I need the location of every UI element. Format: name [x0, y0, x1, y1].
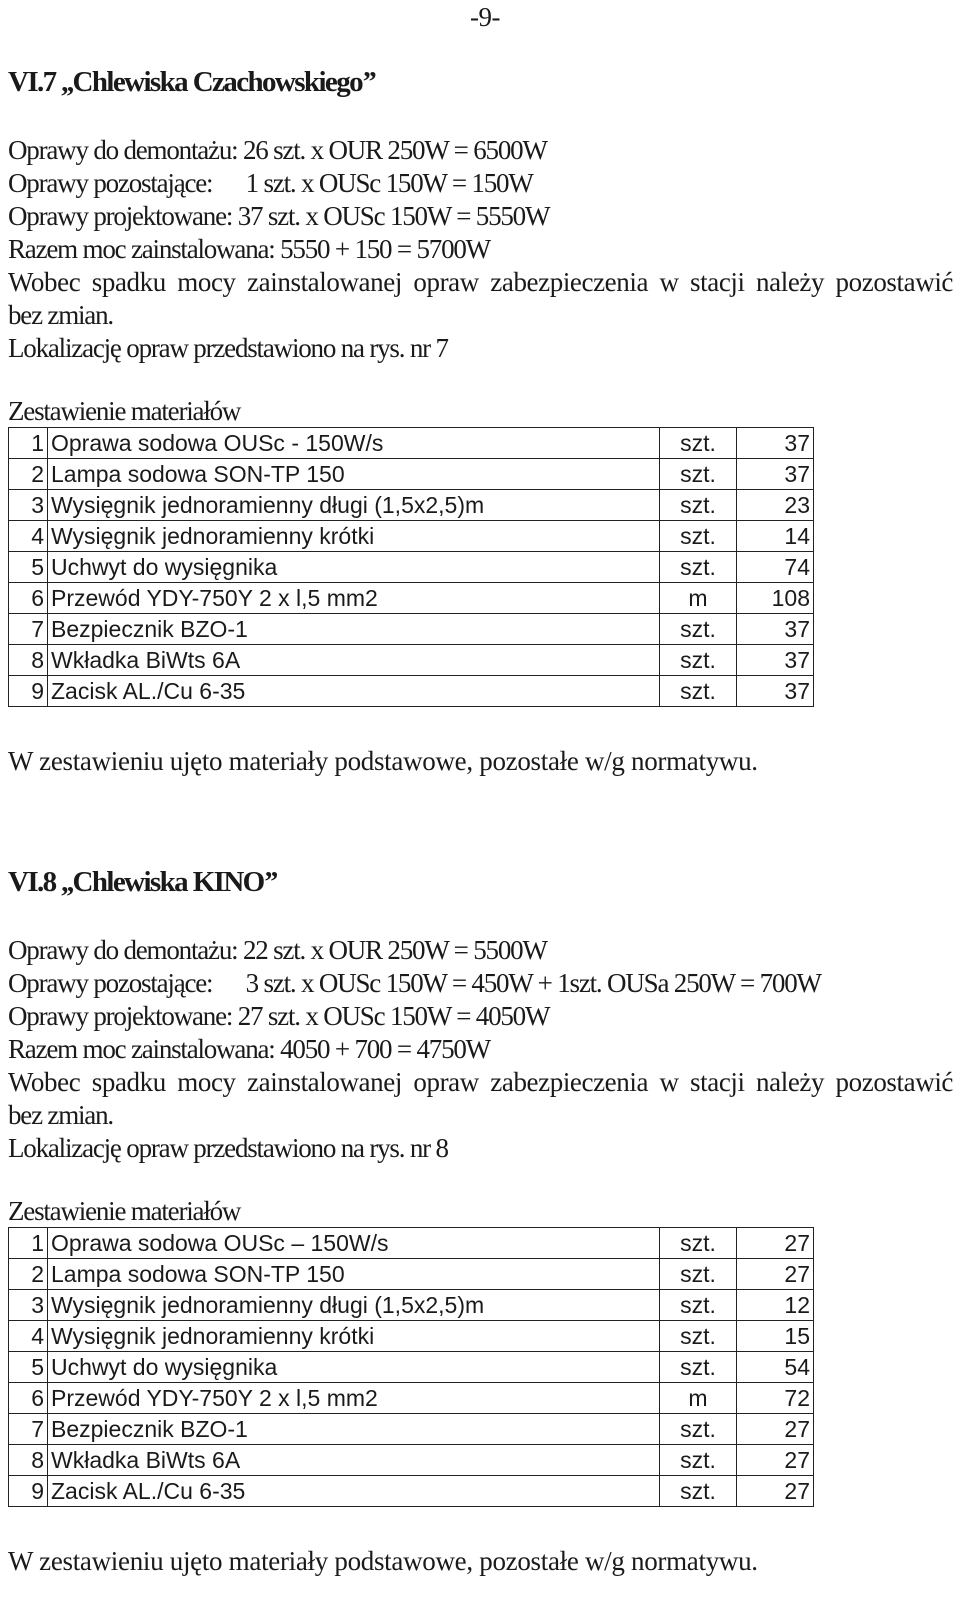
material-unit: szt. [660, 1414, 737, 1445]
material-name: Uchwyt do wysięgnika [48, 552, 660, 583]
row-number: 7 [9, 1414, 48, 1445]
text-line-no-change: bez zmian. [8, 1100, 113, 1130]
material-unit: szt. [660, 1352, 737, 1383]
material-unit: szt. [660, 1445, 737, 1476]
material-name: Wysięgnik jednoramienny krótki [48, 521, 660, 552]
text-line-total-power: Razem moc zainstalowana: 4050 + 700 = 4750W [8, 1034, 490, 1064]
table-row [9, 1228, 814, 1259]
material-name: Wysięgnik jednoramienny długi (1,5x2,5)m [48, 1290, 660, 1321]
text-line-designed: Oprawy projektowane: 37 szt. x OUSc 150W = 5550W [8, 201, 550, 231]
table-row [9, 1290, 814, 1321]
material-name: Wkładka BiWts 6A [48, 1445, 660, 1476]
table-row [9, 1445, 814, 1476]
materials-table [8, 427, 814, 707]
text-line-no-change: bez zmian. [8, 300, 113, 330]
row-number: 2 [9, 459, 48, 490]
page-number: -9- [470, 2, 500, 32]
materials-note: W zestawieniu ujęto materiały podstawowe, pozostałe w/g normatywu. [8, 746, 758, 776]
row-number: 1 [9, 1228, 48, 1259]
material-name: Lampa sodowa SON-TP 150 [48, 1259, 660, 1290]
material-qty: 27 [737, 1259, 814, 1290]
materials-table-title: Zestawienie materiałów [8, 396, 241, 426]
material-name: Wkładka BiWts 6A [48, 645, 660, 676]
material-qty: 14 [737, 521, 814, 552]
material-unit: szt. [660, 490, 737, 521]
material-qty: 27 [737, 1228, 814, 1259]
table-row [9, 490, 814, 521]
section-heading: VI.7 ,,Chlewiska Czachowskiego’’ [8, 66, 376, 98]
table-row [9, 1259, 814, 1290]
table-row [9, 459, 814, 490]
table-row [9, 1414, 814, 1445]
text-line-total-power: Razem moc zainstalowana: 5550 + 150 = 5700W [8, 234, 490, 264]
row-number: 8 [9, 1445, 48, 1476]
table-row [9, 428, 814, 459]
text-line-location: Lokalizację opraw przedstawiono na rys. nr 7 [8, 333, 448, 363]
table-row [9, 1476, 814, 1507]
row-number: 3 [9, 1290, 48, 1321]
material-unit: szt. [660, 1290, 737, 1321]
material-name: Bezpiecznik BZO-1 [48, 614, 660, 645]
material-unit: szt. [660, 645, 737, 676]
material-unit: szt. [660, 1321, 737, 1352]
material-unit: szt. [660, 552, 737, 583]
material-unit: szt. [660, 1228, 737, 1259]
row-number: 6 [9, 1383, 48, 1414]
text-line-protection: Wobec spadku mocy zainstalowanej opraw zabezpieczenia w stacji należy pozostawić [8, 1067, 953, 1097]
table-row [9, 521, 814, 552]
section-vi7 [8, 60, 953, 778]
row-number: 9 [9, 676, 48, 707]
row-number: 3 [9, 490, 48, 521]
material-qty: 15 [737, 1321, 814, 1352]
table-row [9, 1383, 814, 1414]
materials-table-title: Zestawienie materiałów [8, 1196, 241, 1226]
row-number: 9 [9, 1476, 48, 1507]
row-number: 1 [9, 428, 48, 459]
material-qty: 12 [737, 1290, 814, 1321]
material-unit: m [660, 1383, 737, 1414]
material-qty: 72 [737, 1383, 814, 1414]
material-name: Przewód YDY-750Y 2 x l,5 mm2 [48, 1383, 660, 1414]
table-row [9, 552, 814, 583]
text-line-dismantle: Oprawy do demontażu: 26 szt. x OUR 250W = 6500W [8, 135, 547, 165]
material-name: Wysięgnik jednoramienny krótki [48, 1321, 660, 1352]
material-unit: szt. [660, 459, 737, 490]
table-row [9, 645, 814, 676]
row-number: 4 [9, 521, 48, 552]
table-row [9, 676, 814, 707]
text-line-dismantle: Oprawy do demontażu: 22 szt. x OUR 250W = 5500W [8, 935, 547, 965]
materials-table [8, 1227, 814, 1507]
table-row [9, 1352, 814, 1383]
row-number: 5 [9, 552, 48, 583]
row-number: 7 [9, 614, 48, 645]
text-line-location: Lokalizację opraw przedstawiono na rys. nr 8 [8, 1133, 448, 1163]
material-unit: szt. [660, 614, 737, 645]
material-qty: 37 [737, 645, 814, 676]
row-number: 8 [9, 645, 48, 676]
material-qty: 23 [737, 490, 814, 521]
table-row [9, 614, 814, 645]
material-name: Przewód YDY-750Y 2 x l,5 mm2 [48, 583, 660, 614]
material-unit: szt. [660, 1259, 737, 1290]
material-name: Zacisk AL./Cu 6-35 [48, 676, 660, 707]
material-unit: szt. [660, 428, 737, 459]
material-qty: 108 [737, 583, 814, 614]
section-vi8 [8, 860, 953, 1578]
material-unit: szt. [660, 676, 737, 707]
material-name: Zacisk AL./Cu 6-35 [48, 1476, 660, 1507]
material-qty: 37 [737, 428, 814, 459]
material-qty: 27 [737, 1445, 814, 1476]
material-qty: 37 [737, 614, 814, 645]
material-qty: 37 [737, 459, 814, 490]
text-line-remaining: Oprawy pozostające: 1 szt. x OUSc 150W = 150W [8, 168, 533, 198]
material-name: Wysięgnik jednoramienny długi (1,5x2,5)m [48, 490, 660, 521]
material-unit: m [660, 583, 737, 614]
material-unit: szt. [660, 1476, 737, 1507]
material-name: Lampa sodowa SON-TP 150 [48, 459, 660, 490]
row-number: 2 [9, 1259, 48, 1290]
text-line-remaining: Oprawy pozostające: 3 szt. x OUSc 150W = 450W + 1szt. OUSa 250W = 700W [8, 968, 821, 998]
material-name: Oprawa sodowa OUSc – 150W/s [48, 1228, 660, 1259]
row-number: 4 [9, 1321, 48, 1352]
material-qty: 37 [737, 676, 814, 707]
material-qty: 54 [737, 1352, 814, 1383]
material-name: Bezpiecznik BZO-1 [48, 1414, 660, 1445]
material-qty: 27 [737, 1414, 814, 1445]
text-line-protection: Wobec spadku mocy zainstalowanej opraw zabezpieczenia w stacji należy pozostawić [8, 267, 953, 297]
row-number: 5 [9, 1352, 48, 1383]
table-row [9, 583, 814, 614]
material-qty: 74 [737, 552, 814, 583]
material-unit: szt. [660, 521, 737, 552]
material-name: Oprawa sodowa OUSc - 150W/s [48, 428, 660, 459]
material-qty: 27 [737, 1476, 814, 1507]
table-row [9, 1321, 814, 1352]
text-line-designed: Oprawy projektowane: 27 szt. x OUSc 150W = 4050W [8, 1001, 550, 1031]
materials-note: W zestawieniu ujęto materiały podstawowe, pozostałe w/g normatywu. [8, 1546, 758, 1576]
section-heading: VI.8 ,,Chlewiska KINO’’ [8, 866, 278, 898]
material-name: Uchwyt do wysięgnika [48, 1352, 660, 1383]
row-number: 6 [9, 583, 48, 614]
